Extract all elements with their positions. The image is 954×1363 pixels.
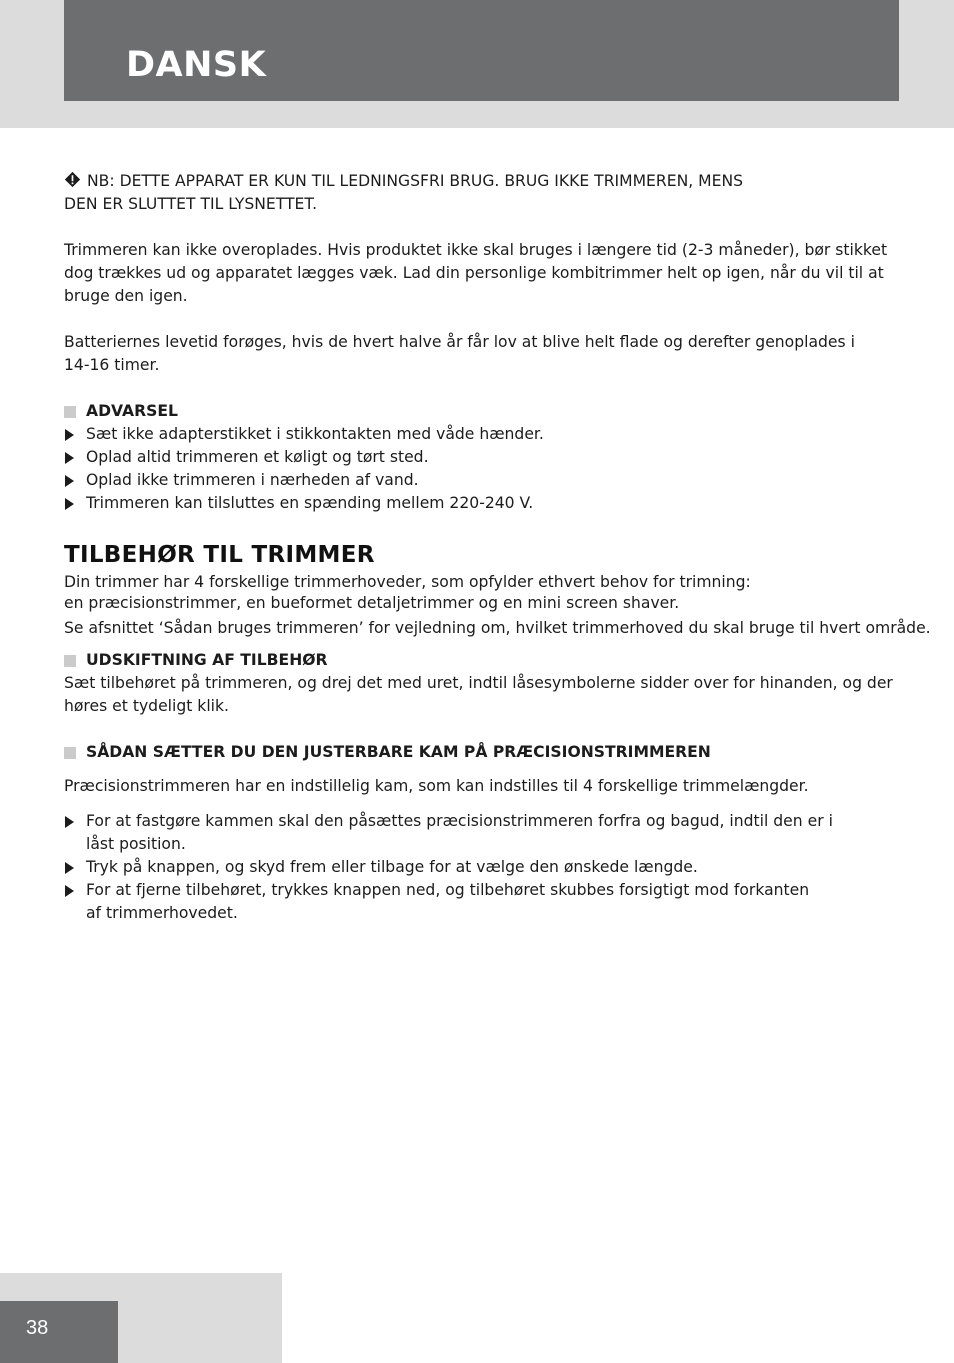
replace-heading: UDSKIFTNING AF TILBEHØR (64, 649, 934, 672)
main-content (64, 170, 934, 925)
battery-paragraph: Batteriernes levetid forøges, hvis de hvert halve år får lov at blive helt flade og derefter genoplades i 14-16 timer. (64, 333, 855, 374)
list-item: For at fjerne tilbehøret, trykkes knappen ned, og tilbehøret skubbes forsigtigt mod forkanten af trimmerhovedet. (64, 879, 934, 925)
list-item: Sæt ikke adapterstikket i stikkontakten med våde hænder. (64, 423, 934, 446)
title-bar (64, 0, 899, 101)
square-bullet-icon (64, 747, 76, 759)
list-item: For at fastgøre kammen skal den påsættes præcisionstrimmeren forfra og bagud, indtil den er i låst position. (64, 810, 934, 856)
comb-section (64, 741, 934, 925)
triangle-bullet-icon (65, 429, 74, 441)
page-title: DANSK (126, 45, 267, 85)
comb-heading: SÅDAN SÆTTER DU DEN JUSTERBARE KAM PÅ PRÆCISIONSTRIMMEREN (64, 741, 934, 764)
list-item: Tryk på knappen, og skyd frem eller tilbage for at vælge den ønskede længde. (64, 856, 934, 879)
square-bullet-icon (64, 406, 76, 418)
comb-list (64, 810, 934, 925)
triangle-bullet-icon (65, 862, 74, 874)
note-block (64, 170, 934, 216)
note-line: NB: DETTE APPARAT ER KUN TIL LEDNINGSFRI BRUG. BRUG IKKE TRIMMEREN, MENS (64, 170, 934, 193)
warning-section (64, 400, 934, 515)
triangle-bullet-icon (65, 498, 74, 510)
page-number-box (0, 1301, 118, 1363)
overcharge-paragraph: Trimmeren kan ikke overoplades. Hvis produktet ikke skal bruges i længere tid (2-3 måneder), bør stikket dog trækkes ud og apparatet lægges væk. Lad din personlige kombitrimmer helt op igen, når du vil til at bruge den igen. (64, 241, 888, 305)
triangle-bullet-icon (65, 885, 74, 897)
list-item: Oplad ikke trimmeren i nærheden af vand. (64, 469, 934, 492)
replace-section: UDSKIFTNING AF TILBEHØR Sæt tilbehøret på trimmeren, og drej det med uret, indtil låsesymbolerne sidder over for hinanden, og der høres et tydeligt klik. (64, 649, 934, 718)
warning-heading: ADVARSEL (64, 400, 934, 423)
comb-intro: Præcisionstrimmeren har en indstillelig kam, som kan indstilles til 4 forskellige trimmelængder. (64, 777, 809, 795)
warning-list (64, 423, 934, 515)
list-item: Trimmeren kan tilsluttes en spænding mellem 220-240 V. (64, 492, 934, 515)
triangle-bullet-icon (65, 452, 74, 464)
triangle-bullet-icon (65, 816, 74, 828)
warning-diamond-icon (64, 171, 81, 188)
triangle-bullet-icon (65, 475, 74, 487)
list-item: Oplad altid trimmeren et køligt og tørt sted. (64, 446, 934, 469)
square-bullet-icon (64, 655, 76, 667)
page-number: 38 (26, 1317, 49, 1339)
section-title: TILBEHØR TIL TRIMMER (64, 542, 375, 568)
note-line: DEN ER SLUTTET TIL LYSNETTET. (64, 195, 318, 213)
accessories-paragraph: Din trimmer har 4 forskellige trimmerhoveder, som opfylder ethvert behov for trimning: en præcisionstrimmer, en bueformet detaljetrimmer og en mini screen shaver. Se afsnittet ‘Sådan bruges trimmeren’ for vejledning om, hvilket trimmerhoved du skal bruge til hvert område. (64, 573, 931, 637)
